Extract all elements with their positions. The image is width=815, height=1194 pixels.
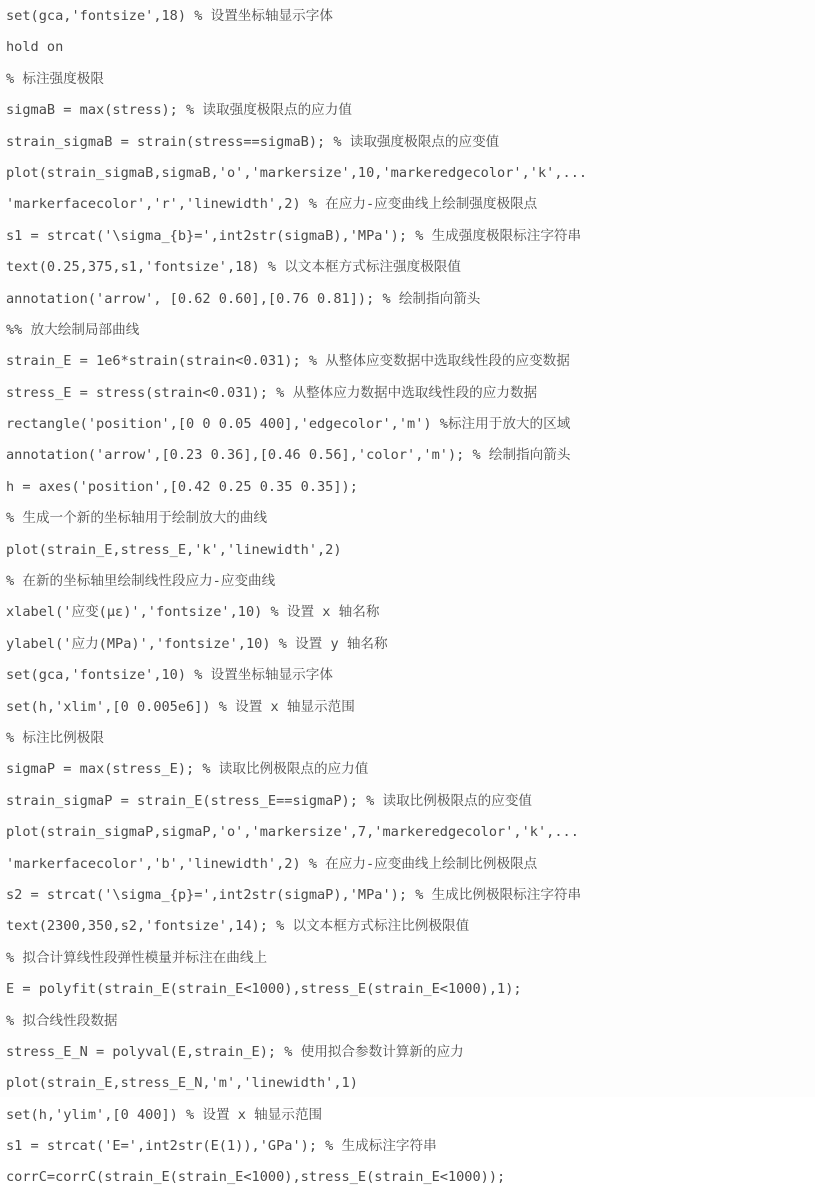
code-line: E = polyfit(strain_E(strain_E<1000),stress_E(strain_E<1000),1); [6,981,522,998]
code-line: s1 = strcat('E=',int2str(E(1)),'GPa'); % 生成标注字符串 [6,1138,437,1155]
code-line: plot(strain_E,stress_E,'k','linewidth',2) [6,541,342,558]
code-line: % 拟合计算线性段弹性模量并标注在曲线上 [6,949,268,966]
code-line: 'markerfacecolor','b','linewidth',2) % 在应力-应变曲线上绘制比例极限点 [6,855,538,872]
code-line: text(2300,350,s2,'fontsize',14); % 以文本框方式标注比例极限值 [6,918,470,935]
code-line: %% 放大绘制局部曲线 [6,321,140,338]
code-line: annotation('arrow', [0.62 0.60],[0.76 0.81]); % 绘制指向箭头 [6,290,481,307]
code-line: stress_E_N = polyval(E,strain_E); % 使用拟合参数计算新的应力 [6,1043,464,1060]
code-line: stress_E = stress(strain<0.031); % 从整体应力数据中选取线性段的应力数据 [6,384,538,401]
code-line: % 标注强度极限 [6,70,104,87]
code-line: sigmaP = max(stress_E); % 读取比例极限点的应力值 [6,761,369,778]
code-line: plot(strain_E,stress_E_N,'m','linewidth',1) [6,1075,358,1092]
code-line: set(h,'xlim',[0 0.005e6]) % 设置 x 轴显示范围 [6,698,355,715]
code-line: strain_sigmaB = strain(stress==sigmaB); % 读取强度极限点的应变值 [6,133,500,150]
code-line: plot(strain_sigmaB,sigmaB,'o','markersize',10,'markeredgecolor','k',... [6,164,588,181]
code-line: set(gca,'fontsize',10) % 设置坐标轴显示字体 [6,667,333,684]
code-line: % 标注比例极限 [6,729,104,746]
code-line: s2 = strcat('\sigma_{p}=',int2str(sigmaP),'MPa'); % 生成比例极限标注字符串 [6,886,582,903]
code-line: 'markerfacecolor','r','linewidth',2) % 在应力-应变曲线上绘制强度极限点 [6,196,538,213]
code-line: set(gca,'fontsize',18) % 设置坐标轴显示字体 [6,8,333,24]
code-line: % 生成一个新的坐标轴用于绘制放大的曲线 [6,510,268,527]
code-line: xlabel('应变(με)','fontsize',10) % 设置 x 轴名称 [6,604,380,621]
code-line: s1 = strcat('\sigma_{b}=',int2str(sigmaB),'MPa'); % 生成强度极限标注字符串 [6,227,582,244]
code-line: ylabel('应力(MPa)','fontsize',10) % 设置 y 轴名称 [6,635,388,652]
code-line: annotation('arrow',[0.23 0.36],[0.46 0.56],'color','m'); % 绘制指向箭头 [6,447,571,464]
code-line: text(0.25,375,s1,'fontsize',18) % 以文本框方式标注强度极限值 [6,259,461,276]
code-line: set(h,'ylim',[0 400]) % 设置 x 轴显示范围 [6,1106,323,1123]
matlab-code-listing [6,1,811,1194]
code-line: strain_E = 1e6*strain(strain<0.031); % 从整体应变数据中选取线性段的应变数据 [6,353,570,370]
code-line: % 在新的坐标轴里绘制线性段应力-应变曲线 [6,573,276,590]
code-line: rectangle('position',[0 0 0.05 400],'edgecolor','m') %标注用于放大的区域 [6,416,571,433]
code-line: sigmaB = max(stress); % 读取强度极限点的应力值 [6,102,352,119]
code-line: corrC=corrC(strain_E(strain_E<1000),stress_E(strain_E<1000)); [6,1169,506,1186]
code-line: plot(strain_sigmaP,sigmaP,'o','markersize',7,'markeredgecolor','k',... [6,824,579,841]
code-line: strain_sigmaP = strain_E(stress_E==sigmaP); % 读取比例极限点的应变值 [6,792,533,809]
code-line: % 拟合线性段数据 [6,1012,118,1029]
code-line: hold on [6,39,64,56]
code-line: h = axes('position',[0.42 0.25 0.35 0.35]); [6,478,358,495]
